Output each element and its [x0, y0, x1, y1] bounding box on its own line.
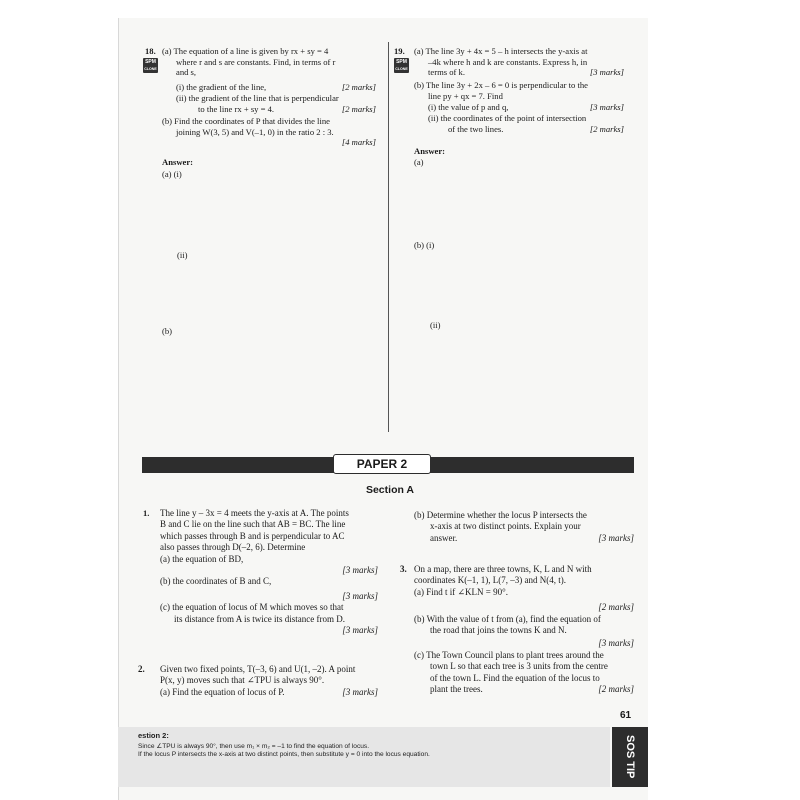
q18-answer-label: Answer: [162, 157, 194, 167]
q18-a-i: (i) the gradient of the line, [2 marks] [176, 82, 376, 92]
q18-answer-a-i: (a) (i) [162, 169, 182, 179]
spm-badge-icon: SPM CLONE [144, 59, 157, 71]
paper-title: PAPER 2 [333, 454, 431, 474]
q18-a-stem: (a) The equation of a line is given by rx + sy = 4 where r and s are constants. Find, in terms of r and s, [162, 46, 336, 78]
spm-badge-icon: SPM CLONE [395, 59, 408, 71]
tip-heading: estion 2: [138, 731, 169, 740]
p2-q1-stem: The line y – 3x = 4 meets the y-axis at A. The points B and C lie on the line such that AB = BC. The line which passes through B and is perpendicular to AC also passes through D(–2, 6). Determine (a) the equation of BD, [3 marks] (b) the coordinates of B and C, [3 marks] (c) the equation of locus of M which moves so that its distance from A is twice its distance from D. [3 marks] [160, 508, 378, 636]
q19-answer-a: (a) [414, 157, 424, 167]
p2-q3-number: 3. [400, 564, 407, 574]
p2-q1-number: 1. [143, 508, 150, 518]
tip-line-1: Since ∠TPU is always 90°, then use m₁ × m₂ = –1 to find the equation of locus. [138, 743, 370, 750]
q19-b-ii: (ii) the coordinates of the point of intersection of the two lines. [2 marks] [428, 113, 624, 134]
sos-tip-tab: SOS TIP [612, 727, 648, 787]
section-heading: Section A [365, 484, 415, 496]
q19-a: (a) The line 3y + 4x = 5 – h intersects the y-axis at –4k where h and k are constants. Express h, in terms of k. [3 marks] [414, 46, 624, 78]
q18-a-ii: (ii) the gradient of the line that is perpendicular to the line rx + sy = 4. [2 marks] [176, 93, 376, 114]
page-number: 61 [620, 710, 632, 721]
q19-b: (b) The line 3y + 2x – 6 = 0 is perpendicular to the line py + qx = 7. Find [414, 80, 588, 101]
p2-q3-stem: On a map, there are three towns, K, L and N with coordinates K(–1, 1), L(7, –3) and N(4, t). (a) Find t if ∠KLN = 90°. [2 marks] (b) With the value of t from (a), find the equation of the road that joins the towns K and N. [3 marks] (c) The Town Council plans to plant trees around the town L so that each tree is 3 units from the centre of the town L. Find the equation of the locus to plant the trees. [2 marks] [414, 564, 634, 695]
column-divider [388, 42, 389, 432]
tip-line-2: If the locus P intersects the x-axis at two distinct points, then substitute y = 0 into the locus equation. [138, 751, 430, 758]
q19-answer-b-i: (b) (i) [414, 240, 435, 250]
q18-b: (b) Find the coordinates of P that divides the line joining W(3, 5) and V(–1, 0) in the ratio 2 : 3. [4 marks] [162, 116, 376, 148]
q18-number: 18. [145, 46, 156, 56]
p2-q2-b: (b) Determine whether the locus P intersects the x-axis at two distinct points. Explain your answer. [3 marks] [414, 510, 634, 543]
p2-q2-stem: Given two fixed points, T(–3, 6) and U(1, –2). A point P(x, y) moves such that ∠TPU is always 90°. (a) Find the equation of locus of P. [3 marks] [160, 664, 378, 697]
q19-answer-label: Answer: [414, 146, 446, 156]
q19-number: 19. [394, 46, 405, 56]
q19-answer-b-ii: (ii) [430, 320, 441, 330]
q18-answer-a-ii: (ii) [177, 250, 188, 260]
q18-answer-b: (b) [162, 326, 173, 336]
p2-q2-number: 2. [138, 664, 145, 674]
q19-b-i: (i) the value of p and q, [3 marks] [428, 102, 624, 112]
